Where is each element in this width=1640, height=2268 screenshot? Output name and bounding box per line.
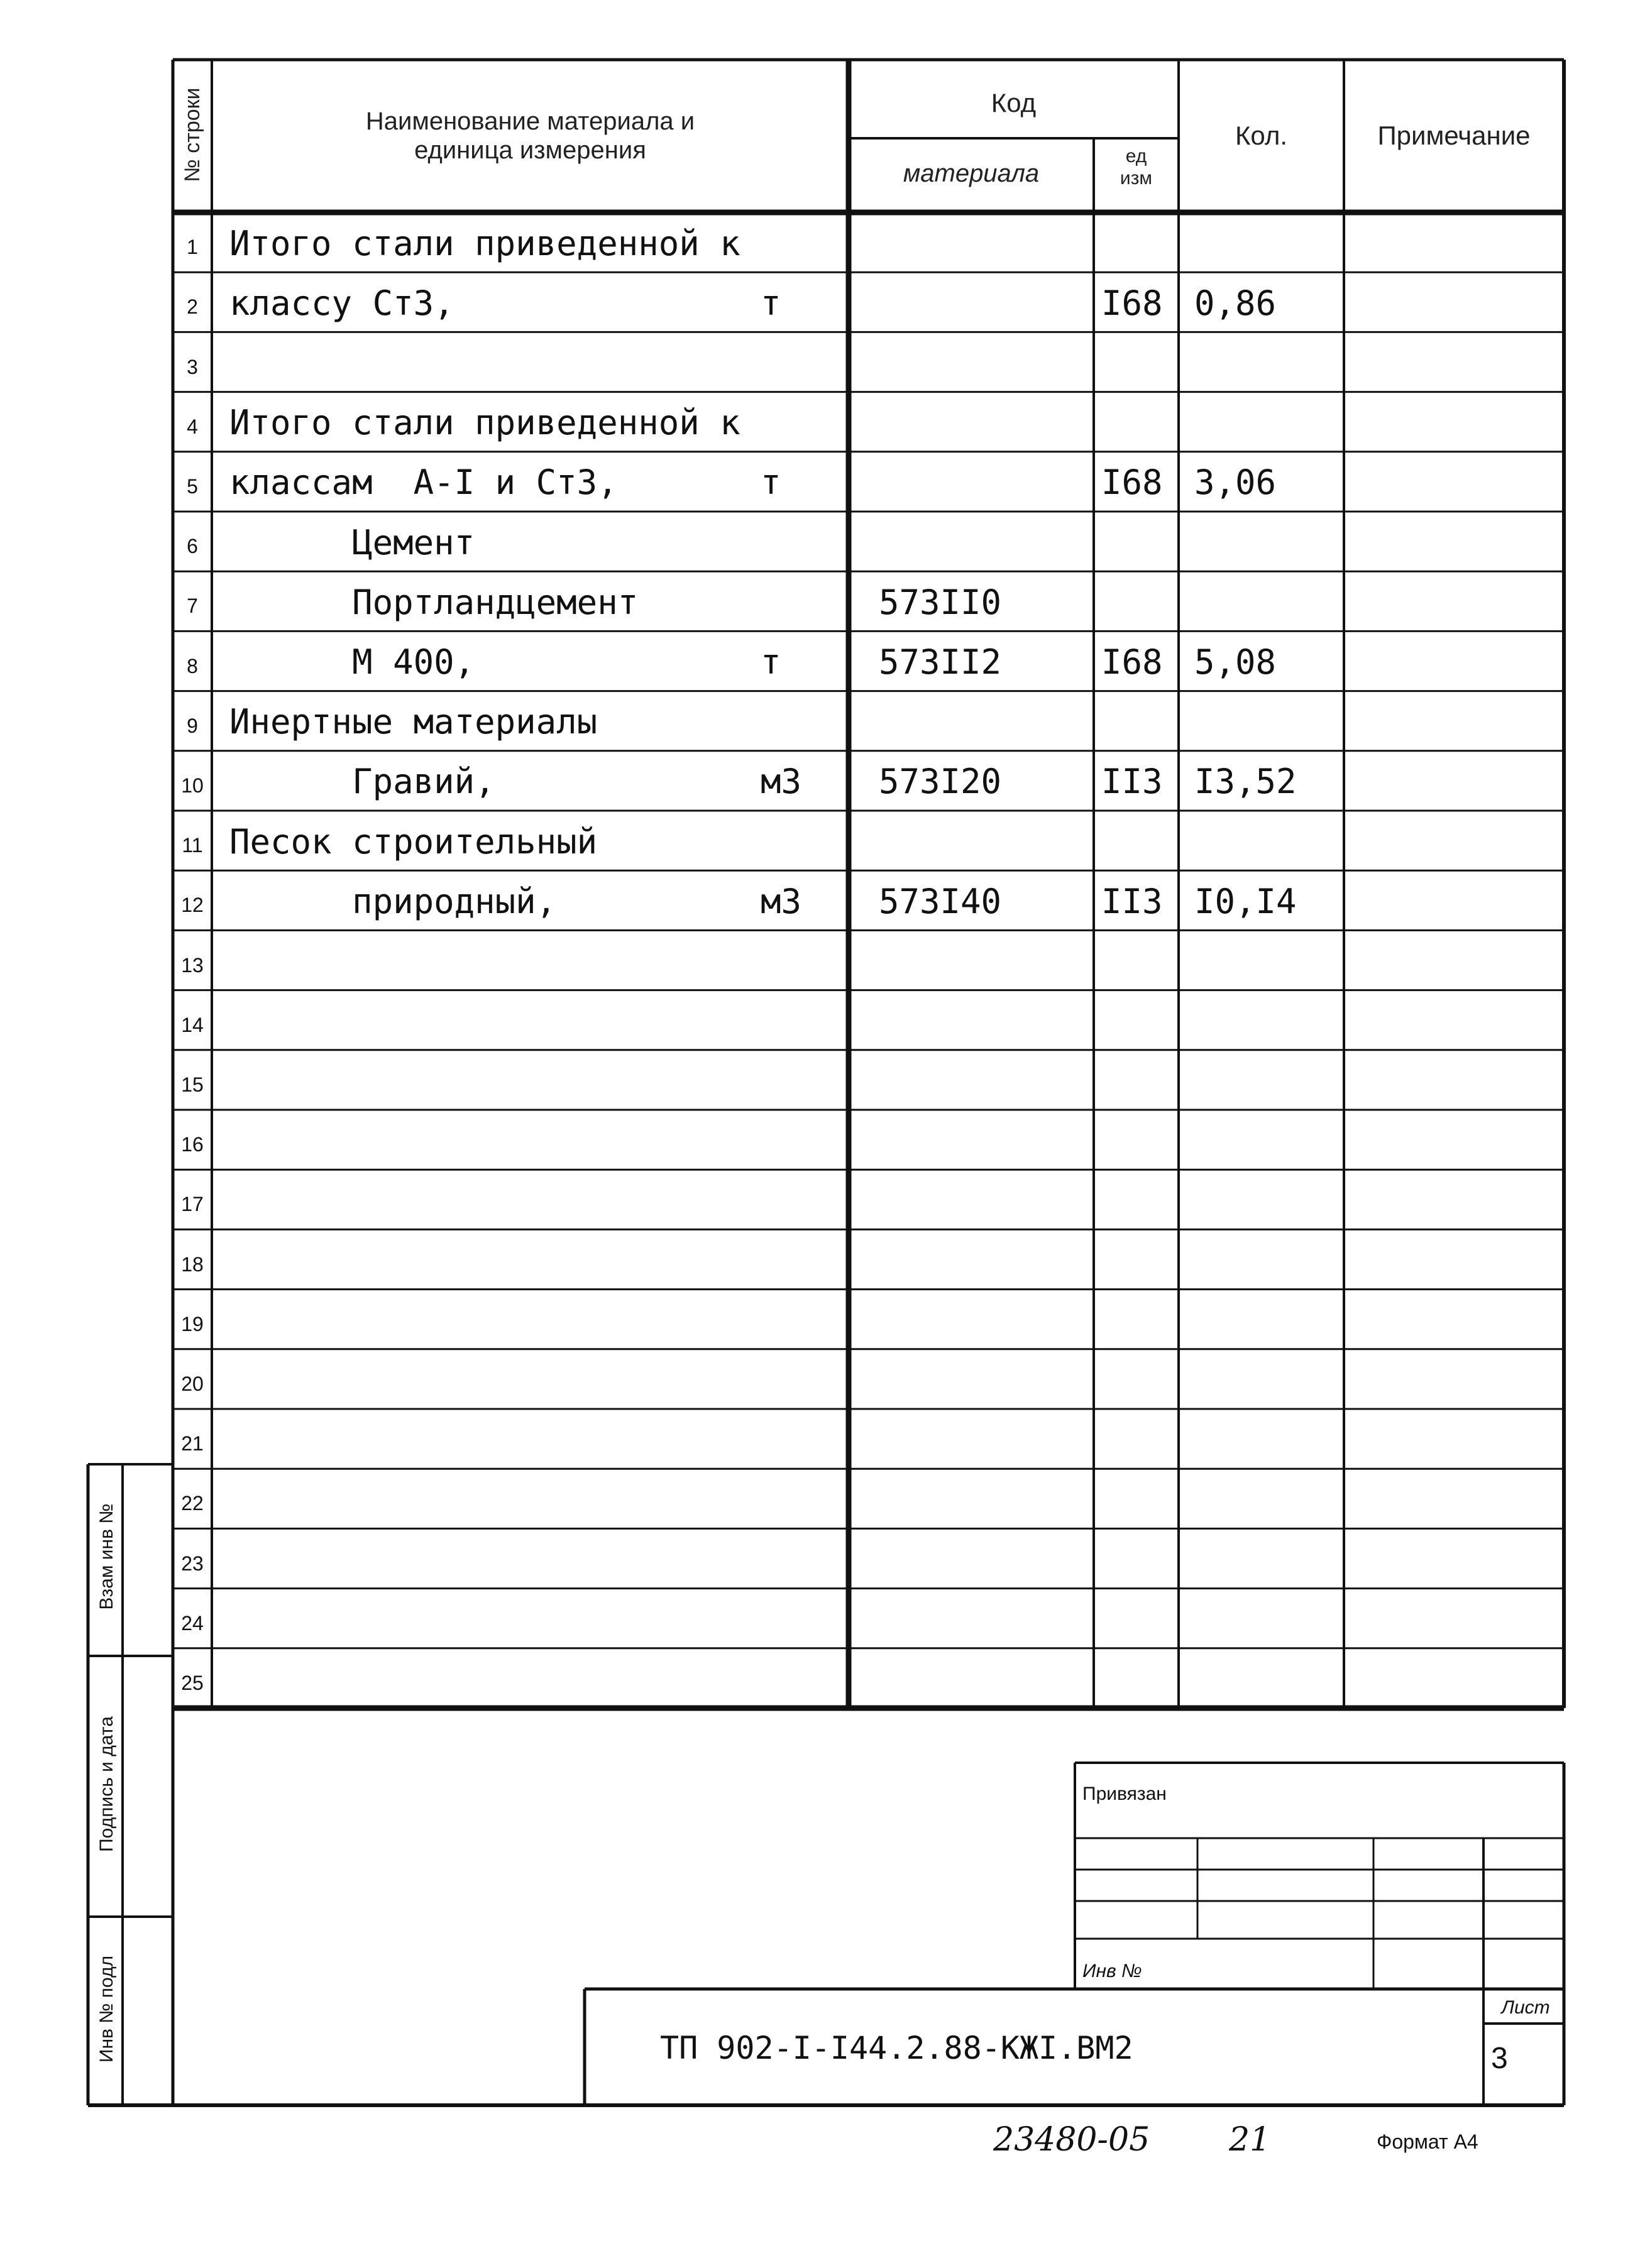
- material-name: Гравий,: [229, 762, 495, 802]
- material-name: Инертные материалы: [229, 702, 598, 742]
- header-code-unit: [1094, 146, 1179, 189]
- title-privyazan: Привязан: [1082, 1783, 1167, 1804]
- row-number: 13: [181, 953, 204, 977]
- header-code-material: материала: [903, 160, 1040, 187]
- unit: м3: [761, 881, 802, 921]
- stamp-vzam-inv: Взам инв №: [96, 1503, 117, 1610]
- material-name: Итого стали приведенной к: [229, 403, 740, 443]
- row-number: 22: [181, 1492, 204, 1515]
- row-number: 17: [181, 1193, 204, 1216]
- handwritten-page: 21: [1229, 2121, 1271, 2159]
- row-number: 7: [187, 594, 198, 618]
- unit: т: [761, 283, 781, 323]
- material-name: классам А-I и Ст3,: [229, 463, 618, 503]
- row-number: 24: [181, 1611, 204, 1635]
- unit-code: I68: [1101, 463, 1163, 503]
- header-code-unit-line1: ед: [1125, 146, 1147, 167]
- document-code: ТП 902-I-I44.2.88-КЖI.ВМ2: [660, 2030, 1133, 2066]
- unit-code: II3: [1101, 762, 1163, 802]
- sheet-label: Лист: [1501, 1997, 1550, 2018]
- material-code: 573I40: [879, 881, 1002, 921]
- title-inv-no: Инв №: [1082, 1961, 1142, 1981]
- unit-code: I68: [1101, 642, 1163, 682]
- sheet-number: 3: [1491, 2042, 1508, 2075]
- row-number: 20: [181, 1372, 204, 1395]
- unit-code: II3: [1101, 881, 1163, 921]
- row-number: 18: [181, 1252, 204, 1276]
- material-name: Песок строительный: [229, 821, 598, 862]
- header-code: Код: [991, 88, 1037, 118]
- header-note: Примечание: [1377, 121, 1531, 150]
- row-number: 12: [181, 894, 204, 917]
- row-number: 25: [181, 1672, 204, 1694]
- unit: т: [761, 463, 781, 503]
- stamp-signature-date: Подпись и дата: [96, 1716, 117, 1852]
- row-number: 4: [187, 415, 198, 438]
- row-number: 9: [187, 714, 198, 737]
- material-code: 573I20: [879, 762, 1002, 802]
- header-name: [212, 107, 849, 165]
- unit: м3: [761, 762, 802, 802]
- quantity: 5,08: [1194, 642, 1277, 682]
- quantity: I0,I4: [1194, 881, 1297, 921]
- handwritten-number: 23480-05: [993, 2121, 1150, 2159]
- material-name: классу Ст3,: [229, 283, 454, 323]
- material-code: 573II2: [879, 642, 1002, 682]
- material-name: М 400,: [229, 642, 475, 682]
- row-number: 8: [187, 654, 198, 677]
- unit-code: I68: [1101, 283, 1163, 323]
- row-number: 2: [187, 295, 198, 319]
- header-name-line1: Наименование материала и: [365, 107, 695, 135]
- row-number: 10: [181, 774, 204, 797]
- stamp-inv-podl: Инв № подл: [96, 1955, 117, 2063]
- row-number: 23: [181, 1552, 204, 1575]
- row-number: 5: [187, 475, 198, 498]
- quantity: I3,52: [1194, 762, 1297, 802]
- row-number: 6: [187, 535, 198, 558]
- row-number: 15: [181, 1073, 204, 1096]
- material-name: Итого стали приведенной к: [229, 223, 740, 263]
- material-name: Портландцемент: [229, 582, 639, 622]
- material-code: 573II0: [879, 582, 1002, 622]
- header-code-unit-line2: изм: [1120, 167, 1153, 189]
- header-row-number: № строки: [180, 87, 204, 182]
- material-name: Цемент: [229, 522, 475, 562]
- quantity: 0,86: [1194, 283, 1277, 323]
- row-number: 1: [187, 236, 198, 259]
- header-qty: Кол.: [1235, 121, 1288, 150]
- row-number: 14: [181, 1013, 204, 1036]
- format-label: Формат А4: [1377, 2130, 1478, 2153]
- unit: т: [761, 642, 781, 682]
- row-number: 11: [182, 834, 203, 857]
- row-number: 16: [181, 1133, 204, 1156]
- header-name-line2: единица измерения: [414, 136, 646, 164]
- quantity: 3,06: [1194, 463, 1277, 503]
- row-number: 3: [187, 355, 198, 378]
- row-number: 21: [181, 1432, 204, 1455]
- material-name: природный,: [229, 881, 557, 921]
- row-number: 19: [181, 1312, 204, 1335]
